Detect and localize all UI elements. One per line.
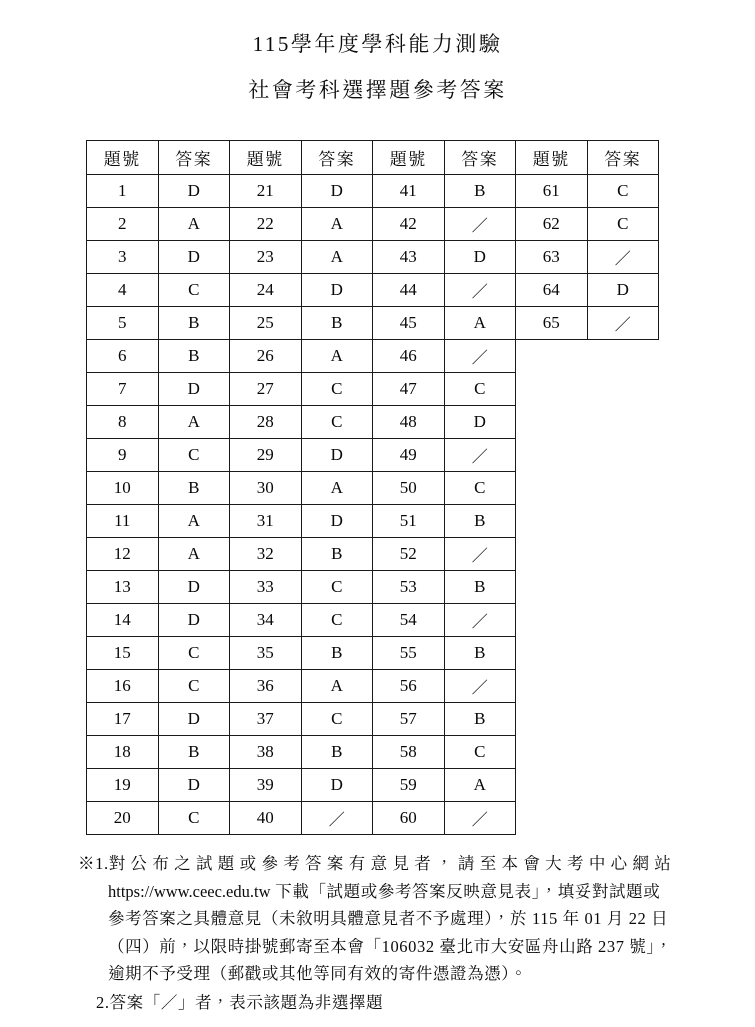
empty-cell (587, 637, 659, 670)
empty-cell (516, 670, 588, 703)
question-number-cell: 12 (87, 538, 159, 571)
answer-cell-non-choice: ／ (444, 538, 516, 571)
answer-cell: B (301, 637, 373, 670)
empty-cell (587, 703, 659, 736)
empty-cell (516, 373, 588, 406)
exam-title-line-1: 115學年度學科能力測驗 (252, 32, 503, 56)
question-number-cell: 5 (87, 307, 159, 340)
answer-cell: B (158, 472, 230, 505)
answer-cell: C (301, 571, 373, 604)
answer-cell: B (158, 307, 230, 340)
question-number-cell: 13 (87, 571, 159, 604)
answer-cell: A (301, 670, 373, 703)
answer-cell-non-choice: ／ (587, 307, 659, 340)
question-number-cell: 18 (87, 736, 159, 769)
question-number-cell: 61 (516, 175, 588, 208)
table-row (87, 307, 659, 340)
table-row (87, 472, 659, 505)
answer-cell: A (301, 472, 373, 505)
table-row (87, 274, 659, 307)
question-number-cell: 38 (230, 736, 302, 769)
table-row (87, 439, 659, 472)
answer-cell: D (158, 703, 230, 736)
question-number-cell: 45 (373, 307, 445, 340)
footnote-1-line-2 (78, 878, 688, 906)
empty-cell (587, 670, 659, 703)
question-number-cell: 47 (373, 373, 445, 406)
answer-cell: A (444, 307, 516, 340)
footnote-1-line-1 (78, 850, 688, 878)
answer-cell: C (158, 274, 230, 307)
question-number-cell: 2 (87, 208, 159, 241)
answer-cell-non-choice: ／ (444, 208, 516, 241)
table-row (87, 769, 659, 802)
empty-cell (587, 604, 659, 637)
footnote-1-line-4: （四）前，以限時掛號郵寄至本會「106032 臺北市大安區舟山路 237 號」， (108, 936, 673, 956)
header-answer-4: 答案 (587, 141, 659, 175)
table-row (87, 208, 659, 241)
answer-cell: C (301, 703, 373, 736)
table-row (87, 373, 659, 406)
table-row (87, 604, 659, 637)
question-number-cell: 46 (373, 340, 445, 373)
answer-cell: D (158, 769, 230, 802)
question-number-cell: 34 (230, 604, 302, 637)
answer-cell: C (444, 373, 516, 406)
answer-table-body (87, 175, 659, 835)
question-number-cell: 8 (87, 406, 159, 439)
answer-cell: B (444, 637, 516, 670)
answer-cell: D (444, 406, 516, 439)
answer-cell: D (301, 274, 373, 307)
answer-table-header (87, 141, 659, 175)
header-question-number-2: 題號 (230, 141, 302, 175)
answer-cell: D (301, 505, 373, 538)
question-number-cell: 17 (87, 703, 159, 736)
question-number-cell: 39 (230, 769, 302, 802)
answer-cell: D (444, 241, 516, 274)
empty-cell (516, 505, 588, 538)
empty-cell (516, 736, 588, 769)
answer-cell: C (587, 175, 659, 208)
footnotes (78, 850, 688, 1016)
answer-cell: B (444, 571, 516, 604)
question-number-cell: 41 (373, 175, 445, 208)
empty-cell (587, 571, 659, 604)
table-row (87, 175, 659, 208)
ceec-website-url[interactable]: https://www.ceec.edu.tw (108, 881, 271, 901)
empty-cell (587, 802, 659, 835)
answer-table-container (86, 140, 658, 835)
table-header-row (87, 141, 659, 175)
table-row (87, 505, 659, 538)
answer-cell: B (444, 175, 516, 208)
answer-cell: C (158, 439, 230, 472)
answer-cell: A (444, 769, 516, 802)
answer-cell: A (158, 208, 230, 241)
question-number-cell: 50 (373, 472, 445, 505)
question-number-cell: 14 (87, 604, 159, 637)
empty-cell (516, 340, 588, 373)
table-row (87, 241, 659, 274)
question-number-cell: 56 (373, 670, 445, 703)
question-number-cell: 28 (230, 406, 302, 439)
question-number-cell: 16 (87, 670, 159, 703)
empty-cell (516, 637, 588, 670)
empty-cell (587, 373, 659, 406)
question-number-cell: 3 (87, 241, 159, 274)
question-number-cell: 32 (230, 538, 302, 571)
footnote-1-line-3: 參考答案之具體意見（未敘明具體意見者不予處理），於 115 年 01 月 22 日 (108, 909, 669, 928)
answer-cell: C (158, 637, 230, 670)
header-question-number-1: 題號 (87, 141, 159, 175)
empty-cell (587, 340, 659, 373)
answer-cell: C (301, 406, 373, 439)
answer-table (86, 140, 659, 835)
question-number-cell: 40 (230, 802, 302, 835)
answer-cell: A (301, 208, 373, 241)
question-number-cell: 27 (230, 373, 302, 406)
header-answer-3: 答案 (444, 141, 516, 175)
answer-cell: A (158, 538, 230, 571)
answer-cell-non-choice: ／ (301, 802, 373, 835)
table-row (87, 802, 659, 835)
question-number-cell: 35 (230, 637, 302, 670)
question-number-cell: 49 (373, 439, 445, 472)
answer-cell: B (301, 538, 373, 571)
question-number-cell: 51 (373, 505, 445, 538)
question-number-cell: 26 (230, 340, 302, 373)
question-number-cell: 25 (230, 307, 302, 340)
header-question-number-3: 題號 (373, 141, 445, 175)
empty-cell (587, 472, 659, 505)
table-row (87, 670, 659, 703)
answer-cell-non-choice: ／ (444, 802, 516, 835)
answer-cell: D (301, 175, 373, 208)
question-number-cell: 65 (516, 307, 588, 340)
question-number-cell: 15 (87, 637, 159, 670)
question-number-cell: 6 (87, 340, 159, 373)
question-number-cell: 37 (230, 703, 302, 736)
question-number-cell: 30 (230, 472, 302, 505)
empty-cell (516, 769, 588, 802)
table-row (87, 637, 659, 670)
question-number-cell: 48 (373, 406, 445, 439)
answer-cell: A (158, 406, 230, 439)
question-number-cell: 36 (230, 670, 302, 703)
question-number-cell: 44 (373, 274, 445, 307)
header-answer-2: 答案 (301, 141, 373, 175)
question-number-cell: 43 (373, 241, 445, 274)
header-answer-1: 答案 (158, 141, 230, 175)
question-number-cell: 62 (516, 208, 588, 241)
answer-cell: D (301, 769, 373, 802)
question-number-cell: 55 (373, 637, 445, 670)
table-row (87, 406, 659, 439)
empty-cell (587, 736, 659, 769)
footnote-item-1 (78, 850, 688, 988)
question-number-cell: 23 (230, 241, 302, 274)
question-number-cell: 22 (230, 208, 302, 241)
table-row (87, 736, 659, 769)
table-row (87, 538, 659, 571)
answer-cell: C (587, 208, 659, 241)
answer-cell: D (587, 274, 659, 307)
answer-cell: B (301, 307, 373, 340)
question-number-cell: 52 (373, 538, 445, 571)
empty-cell (587, 406, 659, 439)
question-number-cell: 7 (87, 373, 159, 406)
question-number-cell: 4 (87, 274, 159, 307)
question-number-cell: 58 (373, 736, 445, 769)
question-number-cell: 64 (516, 274, 588, 307)
empty-cell (516, 538, 588, 571)
answer-cell: B (158, 736, 230, 769)
footnote-marker: ※1. (78, 854, 109, 873)
question-number-cell: 29 (230, 439, 302, 472)
answer-cell: A (301, 340, 373, 373)
answer-cell: C (444, 472, 516, 505)
question-number-cell: 1 (87, 175, 159, 208)
question-number-cell: 42 (373, 208, 445, 241)
table-row (87, 340, 659, 373)
answer-cell: C (444, 736, 516, 769)
answer-cell-non-choice: ／ (444, 604, 516, 637)
question-number-cell: 20 (87, 802, 159, 835)
page-title (0, 24, 755, 110)
question-number-cell: 21 (230, 175, 302, 208)
answer-cell: D (301, 439, 373, 472)
header-question-number-4: 題號 (516, 141, 588, 175)
question-number-cell: 11 (87, 505, 159, 538)
answer-cell-non-choice: ／ (444, 274, 516, 307)
answer-cell: A (158, 505, 230, 538)
empty-cell (516, 406, 588, 439)
answer-cell-non-choice: ／ (444, 439, 516, 472)
footnote-1-line-5: 逾期不予受理（郵戳或其他等同有效的寄件憑證為憑）。 (108, 964, 528, 983)
question-number-cell: 63 (516, 241, 588, 274)
answer-cell: C (158, 670, 230, 703)
answer-cell: B (301, 736, 373, 769)
footnote-1-text-1: 對 公 布 之 試 題 或 參 考 答 案 有 意 見 者 ， 請 至 本 會 大 考 中 心 網 站 (108, 854, 672, 873)
answer-cell: D (158, 175, 230, 208)
empty-cell (587, 538, 659, 571)
empty-cell (516, 472, 588, 505)
question-number-cell: 33 (230, 571, 302, 604)
empty-cell (516, 439, 588, 472)
answer-cell: C (301, 373, 373, 406)
exam-title-line-2: 社會考科選擇題參考答案 (248, 78, 507, 102)
answer-cell: C (301, 604, 373, 637)
question-number-cell: 57 (373, 703, 445, 736)
answer-cell: D (158, 571, 230, 604)
empty-cell (516, 802, 588, 835)
answer-cell-non-choice: ／ (587, 241, 659, 274)
answer-cell: D (158, 373, 230, 406)
answer-cell: A (301, 241, 373, 274)
empty-cell (516, 703, 588, 736)
answer-cell: D (158, 241, 230, 274)
answer-cell: B (444, 505, 516, 538)
answer-cell-non-choice: ／ (444, 670, 516, 703)
footnote-item-2: 2.答案「／」者，表示該題為非選擇題 (96, 992, 384, 1012)
empty-cell (587, 439, 659, 472)
question-number-cell: 9 (87, 439, 159, 472)
question-number-cell: 31 (230, 505, 302, 538)
question-number-cell: 59 (373, 769, 445, 802)
answer-cell-non-choice: ／ (444, 340, 516, 373)
empty-cell (587, 505, 659, 538)
empty-cell (516, 571, 588, 604)
answer-cell: D (158, 604, 230, 637)
question-number-cell: 19 (87, 769, 159, 802)
empty-cell (516, 604, 588, 637)
question-number-cell: 10 (87, 472, 159, 505)
question-number-cell: 53 (373, 571, 445, 604)
question-number-cell: 24 (230, 274, 302, 307)
question-number-cell: 54 (373, 604, 445, 637)
empty-cell (587, 769, 659, 802)
question-number-cell: 60 (373, 802, 445, 835)
answer-cell: C (158, 802, 230, 835)
table-row (87, 703, 659, 736)
answer-cell: B (444, 703, 516, 736)
answer-cell: B (158, 340, 230, 373)
table-row (87, 571, 659, 604)
footnote-1-text-2: 下載「試題或參考答案反映意見表」，填妥對試題或 (270, 881, 661, 901)
